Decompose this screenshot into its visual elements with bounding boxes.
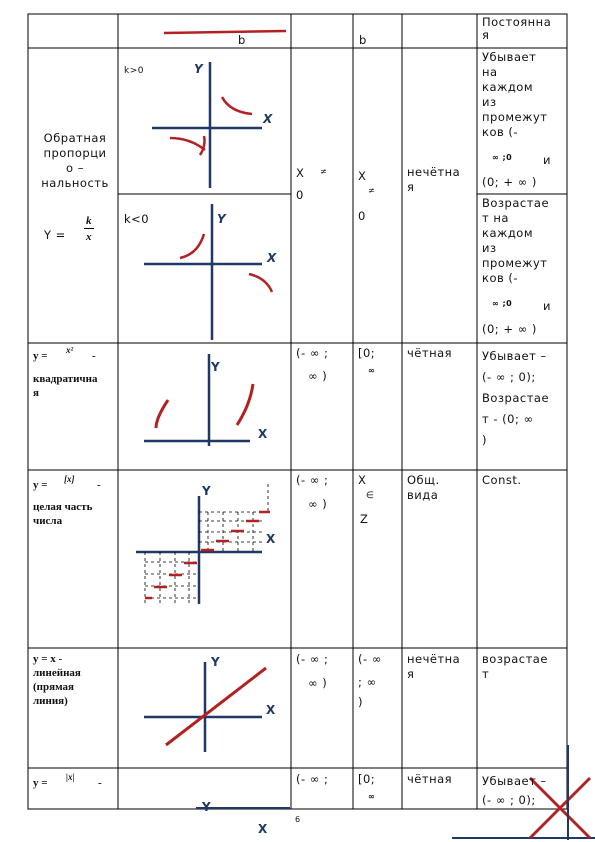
row2-name-a: у = [33,350,48,362]
row4-domain-b: ∞ ) [308,676,328,690]
graph1-axis-x: X [263,112,273,126]
row5-name-a: у = [33,777,48,789]
row3-parity: Общ. вида [407,473,440,502]
row1-domain: X 0 [296,166,305,202]
row3-range-sym: ∈ [366,491,375,501]
row2-range-b: ∞ [368,366,376,375]
graph2-axis-y: Y [217,212,226,226]
row5-range-b: ∞ [368,792,376,801]
row1-mono2-end: (0; + ∞ ) [482,322,537,336]
row1-name: Обратная пропорци о – нальность [41,131,109,190]
row3-name-a: у = [33,479,48,491]
graph2-condition: k<0 [124,212,150,226]
row2-parity: чётная [407,346,453,360]
row5-domain-a: (- ∞ ; [296,772,329,786]
header-col2: b [238,33,246,47]
row2-name-sup: x² [66,345,74,355]
graph-linear [144,662,266,752]
row1-formula-den: x [86,231,92,243]
row1-range: X 0 [358,169,367,223]
graph-hyperbola-k-positive [152,62,262,188]
graph-hyperbola-k-negative [144,204,272,340]
row3-name-sup: [x] [64,474,75,484]
row3-range-a: X [358,473,367,487]
row2-domain-a: (- ∞ ; [296,346,329,360]
row3-mono: Const. [482,473,522,487]
row4-mono: возрастае т [482,652,548,681]
graph6-axis-y: Y [202,800,211,814]
row1-mono1-inf: ∞ ;0 [492,153,513,162]
row5-range-a: [0; [358,772,376,786]
graph-parabola [144,354,253,446]
row3-range-b: Z [360,512,369,526]
row1-range-sym: ≠ [368,186,376,195]
graph5-axis-y: Y [211,655,220,669]
row1-mono1-end: (0; + ∞ ) [482,175,537,189]
row4-range-a: (- ∞ [358,652,382,666]
graph4-axis-y: Y [202,484,211,498]
row1-formula-bar [84,228,94,229]
graph1-axis-y: Y [194,62,203,76]
row4-name: у = х - линейная (прямая линия) [33,653,81,707]
header-col6: Постоянна я [482,15,552,42]
graph1-condition: k>0 [124,66,144,76]
row1-mono1-text: Убывает на каждом из промежут ков (- [482,50,548,139]
row3-name-b: - [97,479,101,491]
row3-domain-b: ∞ ) [308,497,328,511]
row3-name-c: целая часть числа [33,501,93,527]
row4-range-c: ) [358,695,363,709]
row2-name-c: квадратична я [33,373,98,399]
row1-mono2-text: Возрастае т на каждом из промежут ков (- [482,196,550,285]
graph-floor-function [136,484,270,604]
row5-mono: Убывает – (- ∞ ; 0); [482,774,547,807]
row2-range-a: [0; [358,346,376,360]
graph5-axis-x: X [266,703,276,717]
row2-domain-b: ∞ ) [308,369,328,383]
row5-name-b: - [98,777,102,789]
header-col4: b [359,33,367,47]
row4-parity: нечётна я [407,652,461,681]
row3-domain-a: (- ∞ ; [296,473,329,487]
graph2-axis-x: X [267,251,277,265]
graph3-axis-y: Y [211,360,220,374]
row1-parity: нечётна я [407,165,461,194]
row1-formula-num: k [86,215,92,227]
row1-mono2-and: и [543,299,551,313]
row5-name-sup: |x| [66,772,75,782]
graph4-axis-x: X [266,532,276,546]
row4-domain-a: (- ∞ ; [296,652,329,666]
row1-domain-sym: ≠ [320,167,328,176]
row2-name-b: - [92,350,96,362]
row1-mono2-inf: ∞ ;0 [492,299,513,308]
row5-parity: чётная [407,772,453,786]
graph6-axis-x: X [258,822,268,836]
graph3-axis-x: X [258,427,268,441]
row1-mono1-and: и [543,153,551,167]
row2-mono: Убывает – (- ∞ ; 0); Возрастае т - (0; ∞ ) [482,349,550,447]
row4-range-b: ; ∞ [358,675,377,689]
row1-formula-lhs: Y = [44,228,66,242]
page-number: 6 [295,815,301,824]
header-red-line [164,31,286,33]
